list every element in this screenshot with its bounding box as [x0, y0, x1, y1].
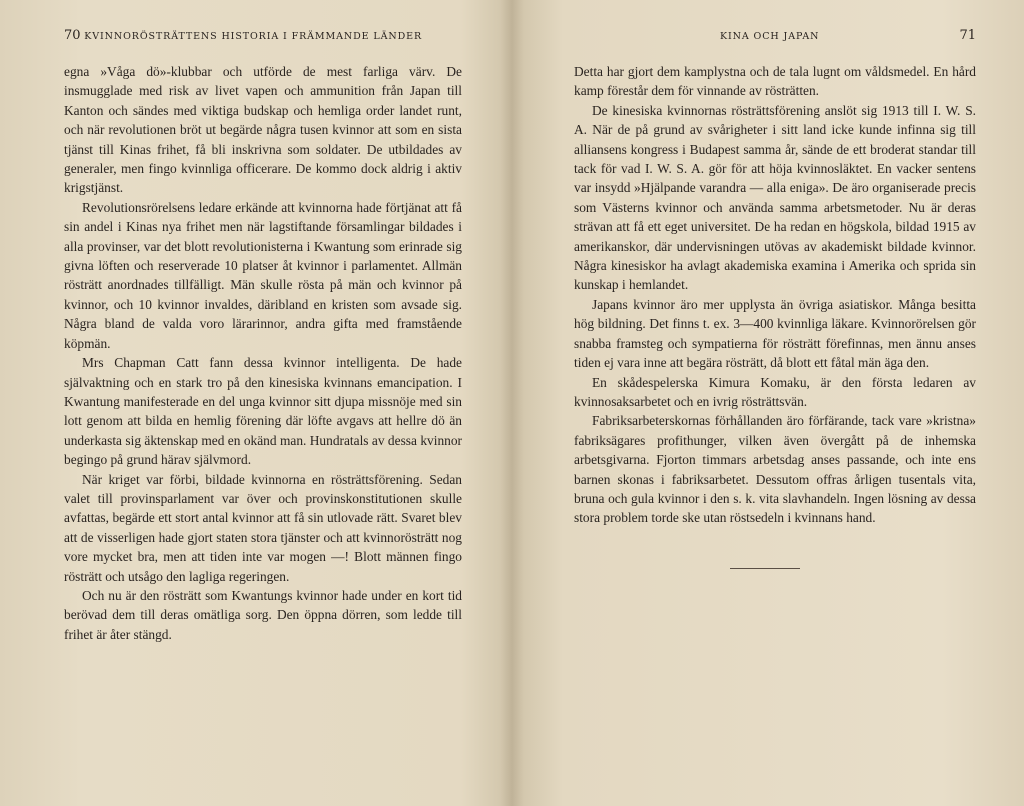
end-rule [730, 568, 800, 569]
right-running-title: KINA OCH JAPAN [720, 31, 820, 42]
right-paragraph-3: Japans kvinnor äro mer upplysta än övriga asiatiskor. Många besitta hög bildning. Det finns t. ex. 3—400 kvinnliga läkare. Kvinnorörelsen gör snabba framsteg och sympatierna för rösträtt förefinnas, men ännu anses tiden ej vara inne att begära rösträtt, då blott ett fåtal män äga den. [574, 296, 976, 371]
right-paragraph-2: De kinesiska kvinnornas rösträttsförening anslöt sig 1913 till I. W. S. A. När de på grund av svårigheter i sitt land icke kunde infinna sig till alliansens kongress i Budapest samma år, sände de ett broderat standar till tack för vad I. W. S. A. gör för att höja kvinnosläktet. En vacker sentens var insydd »Hjälpande varandra — alla eniga». De äro organiserade precis som Västerns kvinnor och använda samma arbetsmetoder. Nu är deras strävan att få ett eget universitet. De ha redan en högskola, bildad 1915 av amerikanskor, där undervisningen utövas av akademiskt bildade kvinnor. Några kinesiskor ha avlagt akademiska examina i Amerika och sprida sin kunskap i hemlandet. [574, 102, 976, 293]
left-paragraph-4: När kriget var förbi, bildade kvinnorna en rösträttsförening. Sedan valet till provinsparlament var över och provinskonstitutionen skulle avfattas, begärde ett stort antal kvinnor att få sin utlovade rätt. Svaret blev att de visserligen hade gjort staten stora tjänster och att kvinnorösträtt nog vore mycket bra, men att tiden inte var mogen —! Blott männen fingo rösträtt och utsågo den lagliga regeringen. [64, 471, 462, 584]
left-running-head [64, 28, 462, 48]
left-paragraph-5: Och nu är den rösträtt som Kwantungs kvinnor hade under en kort tid berövad dem till deras omätliga sorg. Den öppna dörren, som ledde till frihet är åter stängd. [64, 587, 462, 642]
right-page [512, 0, 1024, 806]
left-running-title: KVINNORÖSTRÄTTENS HISTORIA I FRÄMMANDE LÄNDER [84, 31, 422, 42]
left-paragraph-2: Revolutionsrörelsens ledare erkände att kvinnorna hade förtjänat att få sin andel i Kinas nya frihet men när lagstiftande församlingar bildades i alla provinser, var det blott revolutionisterna i Kwantung som erinrade sig givna löften och reserverade 10 platser åt kvinnor i parlamentet. Allmän rösträtt anordnades tillfälligt. Män skulle rösta på män och kvinnor på kvinnor, och 10 kvinnor invaldes, däribland en kristen som avsade sig. Några bland de valda voro lärarinnor, andra gifta med framstående köpmän. [64, 199, 462, 351]
right-running-head [574, 28, 976, 48]
right-page-body [574, 62, 976, 569]
left-page-body [64, 62, 462, 644]
left-paragraph-3: Mrs Chapman Catt fann dessa kvinnor intelligenta. De hade självaktning och en stark tro på den kinesiska kvinnans emancipation. I Kwantung manifesterade en del unga kvinnor sitt djupa missnöje med sin lott genom att bilda en hemlig förening där löfte avgavs att hellre dö än underkasta sig äktenskap med en okänd man. Hundratals av dessa kvinnor begingo på grund härav självmord. [64, 355, 462, 468]
right-paragraph-5: Fabriksarbeterskornas förhållanden äro förfärande, tack vare »kristna» fabriksägares profithunger, vilken även övergått på de inhemska arbetsgivarna. Fjorton timmars arbetsdag anses passande, och inte ens barnen skonas i fabriksarbetet. Dessutom offras årligen tusentals vita, bruna och gula kvinnor i den s. k. vita slavhandeln. Ingen lösning av dessa stora problem torde ske utan röstsedeln i kvinnans hand. [574, 413, 976, 526]
right-page-number: 71 [959, 28, 976, 43]
left-paragraph-1: egna »Våga dö»-klubbar och utförde de mest farliga värv. De insmugglade med risk av livet vapen och ammunition från Japan till Kanton och sändes med viktiga budskap och hemliga order landet runt, och när revolutionen bröt ut begärde några tusen kvinnor att som en sista tjänst till Kinas frihet, få bli inskrivna som soldater. De utbildades av generaler, men fingo kvinnliga officerare. De kommo dock aldrig i aktiv krigstjänst. [64, 64, 462, 196]
left-page-number: 70 [64, 28, 81, 43]
right-paragraph-4: En skådespelerska Kimura Komaku, är den första ledaren av kvinnosaksarbetet och en ivrig rösträttsvän. [574, 374, 976, 409]
right-paragraph-1: Detta har gjort dem kamplystna och de tala lugnt om våldsmedel. En hård kamp förestår dem för vinnande av rösträtten. [574, 64, 976, 99]
